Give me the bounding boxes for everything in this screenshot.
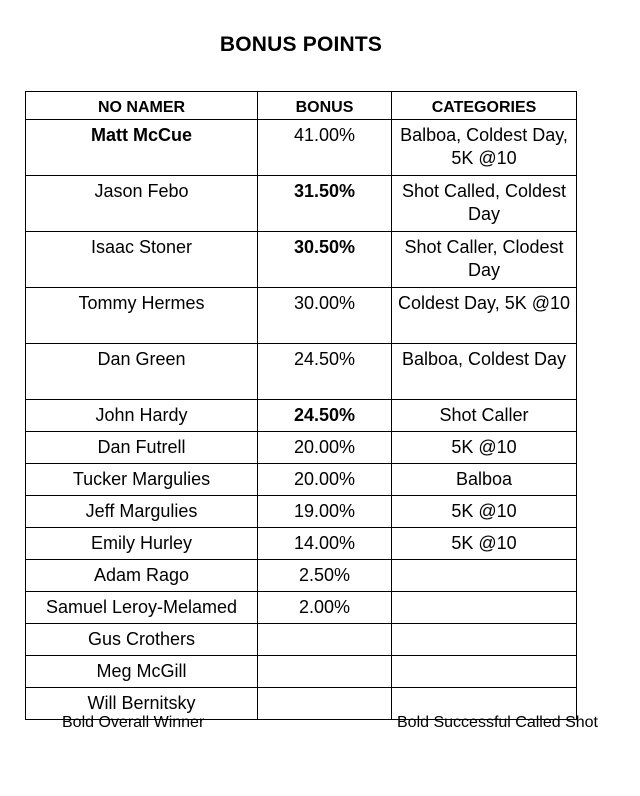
row-categories (392, 592, 577, 624)
table-row (26, 624, 577, 656)
row-categories (392, 624, 577, 656)
row-bonus: 31.50% (258, 176, 392, 232)
row-categories: Balboa (392, 464, 577, 496)
row-name: Tommy Hermes (26, 288, 258, 344)
row-bonus: 20.00% (258, 432, 392, 464)
row-name: Samuel Leroy-Melamed (26, 592, 258, 624)
row-bonus: 20.00% (258, 464, 392, 496)
row-bonus: 30.50% (258, 232, 392, 288)
row-bonus: 19.00% (258, 496, 392, 528)
row-name: Meg McGill (26, 656, 258, 688)
header-bonus: BONUS (258, 92, 392, 120)
row-name: Jeff Margulies (26, 496, 258, 528)
row-categories: Balboa, Coldest Day, 5K @10 (392, 120, 577, 176)
row-name: Adam Rago (26, 560, 258, 592)
table-row (26, 432, 577, 464)
row-name: Emily Hurley (26, 528, 258, 560)
table-row (26, 344, 577, 400)
row-categories: Shot Caller, Clodest Day (392, 232, 577, 288)
table-row (26, 176, 577, 232)
row-name: Dan Futrell (26, 432, 258, 464)
row-name: Gus Crothers (26, 624, 258, 656)
row-categories: 5K @10 (392, 496, 577, 528)
table-row (26, 656, 577, 688)
row-categories: Balboa, Coldest Day (392, 344, 577, 400)
row-name: Will Bernitsky (26, 688, 258, 720)
row-name: Isaac Stoner (26, 232, 258, 288)
table-row (26, 528, 577, 560)
row-categories: Shot Called, Coldest Day (392, 176, 577, 232)
table-row (26, 496, 577, 528)
row-bonus: 2.50% (258, 560, 392, 592)
row-bonus: 14.00% (258, 528, 392, 560)
table-row (26, 232, 577, 288)
page-title: BONUS POINTS (219, 33, 383, 56)
row-categories: 5K @10 (392, 432, 577, 464)
footnote-called-shot: Bold Successful Called Shot (397, 714, 598, 731)
table-row (26, 288, 577, 344)
row-categories (392, 560, 577, 592)
row-bonus: 24.50% (258, 400, 392, 432)
row-name: John Hardy (26, 400, 258, 432)
row-categories: Shot Caller (392, 400, 577, 432)
row-name: Jason Febo (26, 176, 258, 232)
bonus-points-table (25, 91, 577, 720)
table-row (26, 120, 577, 176)
row-categories: 5K @10 (392, 528, 577, 560)
row-bonus (258, 624, 392, 656)
header-categories: CATEGORIES (392, 92, 577, 120)
table-row (26, 592, 577, 624)
row-bonus (258, 688, 392, 720)
row-bonus: 41.00% (258, 120, 392, 176)
row-categories (392, 656, 577, 688)
table-row (26, 464, 577, 496)
row-name: Tucker Margulies (26, 464, 258, 496)
table-row (26, 400, 577, 432)
row-bonus: 24.50% (258, 344, 392, 400)
table-header-row (26, 92, 577, 120)
row-categories: Coldest Day, 5K @10 (392, 288, 577, 344)
row-bonus: 2.00% (258, 592, 392, 624)
row-name: Dan Green (26, 344, 258, 400)
footnote-overall-winner: Bold Overall Winner (62, 714, 205, 731)
header-name: NO NAMER (26, 92, 258, 120)
row-bonus: 30.00% (258, 288, 392, 344)
row-bonus (258, 656, 392, 688)
table-row (26, 560, 577, 592)
row-name: Matt McCue (26, 120, 258, 176)
